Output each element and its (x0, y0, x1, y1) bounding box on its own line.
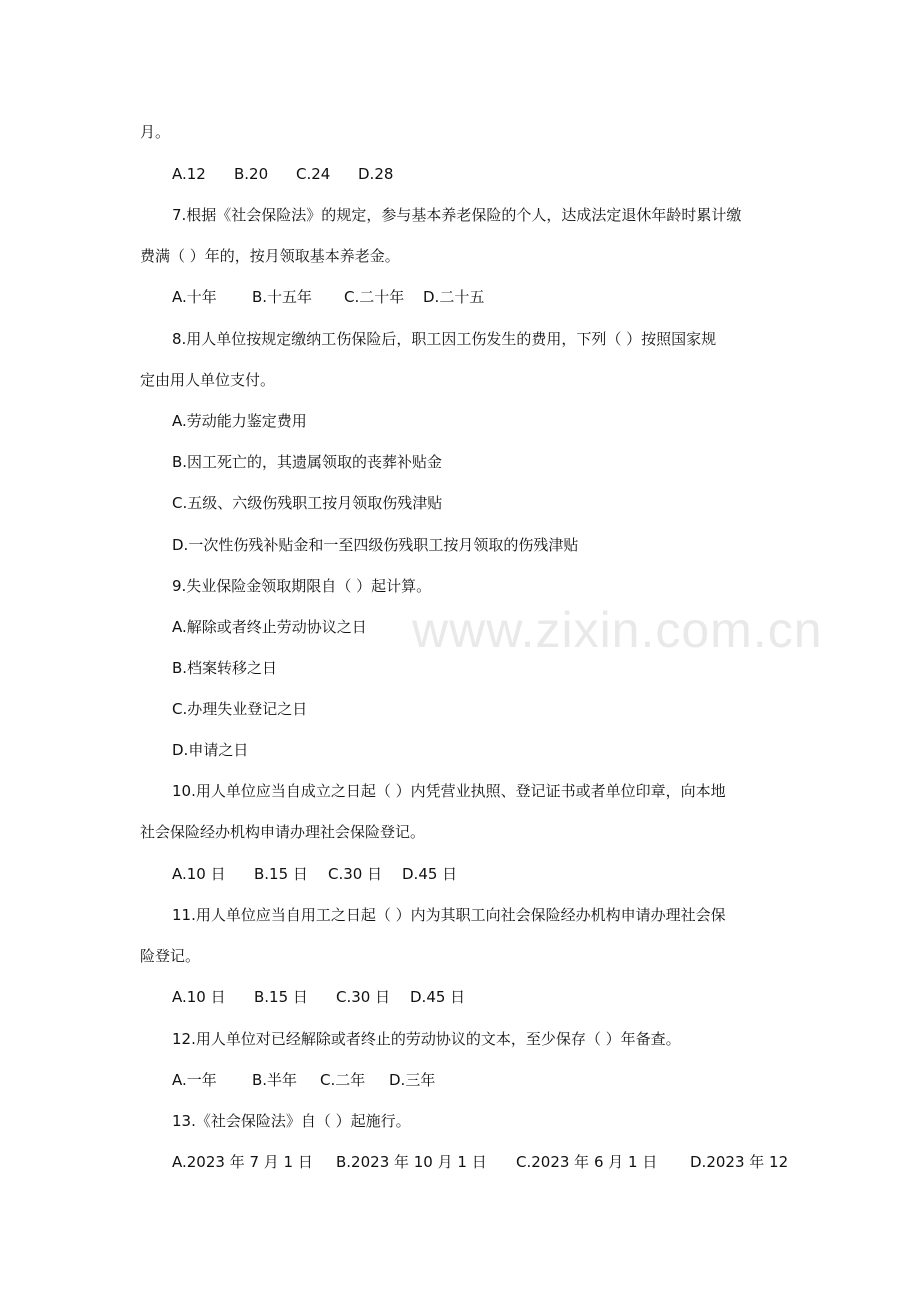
question-8-option-c: C.五级、六级伤残职工按月领取伤残津贴 (172, 494, 443, 512)
option-c: C.二年 (320, 1071, 366, 1089)
question-11-line-1: 11.用人单位应当自用工之日起（ ）内为其职工向社会保险经办机构申请办理社会保 (172, 906, 726, 924)
option-b: B.十五年 (252, 288, 313, 306)
question-7-line-1: 7.根据《社会保险法》的规定，参与基本养老保险的个人，达成法定退休年龄时累计缴 (172, 206, 742, 224)
question-10-options (172, 863, 457, 885)
question-9-option-d: D.申请之日 (172, 741, 249, 759)
option-a: A.10 日 (172, 865, 226, 883)
question-6-options (172, 163, 393, 185)
question-7-line-2: 费满（ ）年的，按月领取基本养老金。 (140, 247, 400, 265)
question-12-stem: 12.用人单位对已经解除或者终止的劳动协议的文本，至少保存（ ）年备查。 (172, 1030, 681, 1048)
question-13-stem: 13.《社会保险法》自（ ）起施行。 (172, 1112, 411, 1130)
question-6-tail: 月。 (140, 123, 171, 141)
option-d: D.二十五 (423, 288, 485, 306)
option-c: C.24 (296, 165, 331, 183)
question-13-options (172, 1151, 788, 1173)
question-10-line-2: 社会保险经办机构申请办理社会保险登记。 (140, 823, 426, 841)
option-b: B.15 日 (254, 865, 308, 883)
question-8-option-d: D.一次性伤残补贴金和一至四级伤残职工按月领取的伤残津贴 (172, 536, 579, 554)
option-a: A.10 日 (172, 988, 226, 1006)
question-7-options (172, 286, 484, 308)
option-c: C.二十年 (344, 288, 405, 306)
option-a: A.十年 (172, 288, 217, 306)
question-9-stem: 9.失业保险金领取期限自（ ）起计算。 (172, 577, 432, 595)
question-8-option-a: A.劳动能力鉴定费用 (172, 412, 307, 430)
question-11-options (172, 986, 465, 1008)
option-b: B.15 日 (254, 988, 308, 1006)
question-9-option-a: A.解除或者终止劳动协议之日 (172, 618, 367, 636)
option-b: B.2023 年 10 月 1 日 (336, 1153, 487, 1171)
option-a: A.2023 年 7 月 1 日 (172, 1153, 313, 1171)
option-d: D.28 (358, 165, 394, 183)
option-c: C.30 日 (336, 988, 391, 1006)
option-a: A.一年 (172, 1071, 217, 1089)
question-8-option-b: B.因工死亡的，其遗属领取的丧葬补贴金 (172, 453, 443, 471)
option-a: A.12 (172, 165, 206, 183)
question-11-line-2: 险登记。 (140, 947, 201, 965)
question-12-options (172, 1069, 435, 1091)
option-d: D.2023 年 12 (690, 1153, 789, 1171)
option-b: B.半年 (252, 1071, 298, 1089)
question-8-line-2: 定由用人单位支付。 (140, 371, 276, 389)
watermark: www.zixin.com.cn (412, 602, 823, 658)
option-b: B.20 (234, 165, 269, 183)
option-d: D.三年 (389, 1071, 436, 1089)
option-d: D.45 日 (410, 988, 466, 1006)
option-d: D.45 日 (402, 865, 458, 883)
question-8-line-1: 8.用人单位按规定缴纳工伤保险后，职工因工伤发生的费用，下列（ ）按照国家规 (172, 330, 717, 348)
question-10-line-1: 10.用人单位应当自成立之日起（ ）内凭营业执照、登记证书或者单位印章，向本地 (172, 782, 726, 800)
question-9-option-b: B.档案转移之日 (172, 659, 278, 677)
option-c: C.2023 年 6 月 1 日 (516, 1153, 658, 1171)
question-9-option-c: C.办理失业登记之日 (172, 700, 308, 718)
option-c: C.30 日 (328, 865, 383, 883)
